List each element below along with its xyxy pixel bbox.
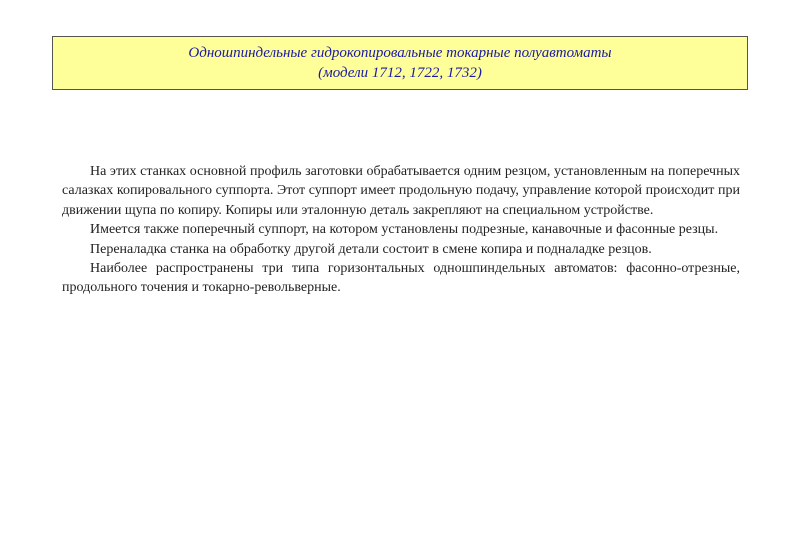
title-line-1: Одношпиндельные гидрокопировальные токарные полуавтоматы <box>188 45 612 61</box>
paragraph-1: На этих станках основной профиль заготовки обрабатывается одним резцом, установленным на поперечных салазках копировального суппорта. Этот суппорт имеет продольную подачу, управление которой происходит при движении щупа по копиру. Копиры или эталонную деталь закрепляют на специальном устройстве. <box>62 164 740 218</box>
paragraph-2: Имеется также поперечный суппорт, на котором установлены подрезные, канавочные и фасонные резцы. <box>90 222 719 238</box>
body-text <box>62 162 740 298</box>
paragraph-4: Наиболее распространены три типа горизонтальных одношпиндельных автоматов: фасонно-отрезные, продольного точения и токарно-револьверные. <box>62 261 740 296</box>
title-line-2: (модели 1712, 1722, 1732) <box>318 65 482 81</box>
title-box <box>52 36 748 90</box>
paragraph-3: Переналадка станка на обработку другой детали состоит в смене копира и подналадке резцов. <box>90 241 652 257</box>
